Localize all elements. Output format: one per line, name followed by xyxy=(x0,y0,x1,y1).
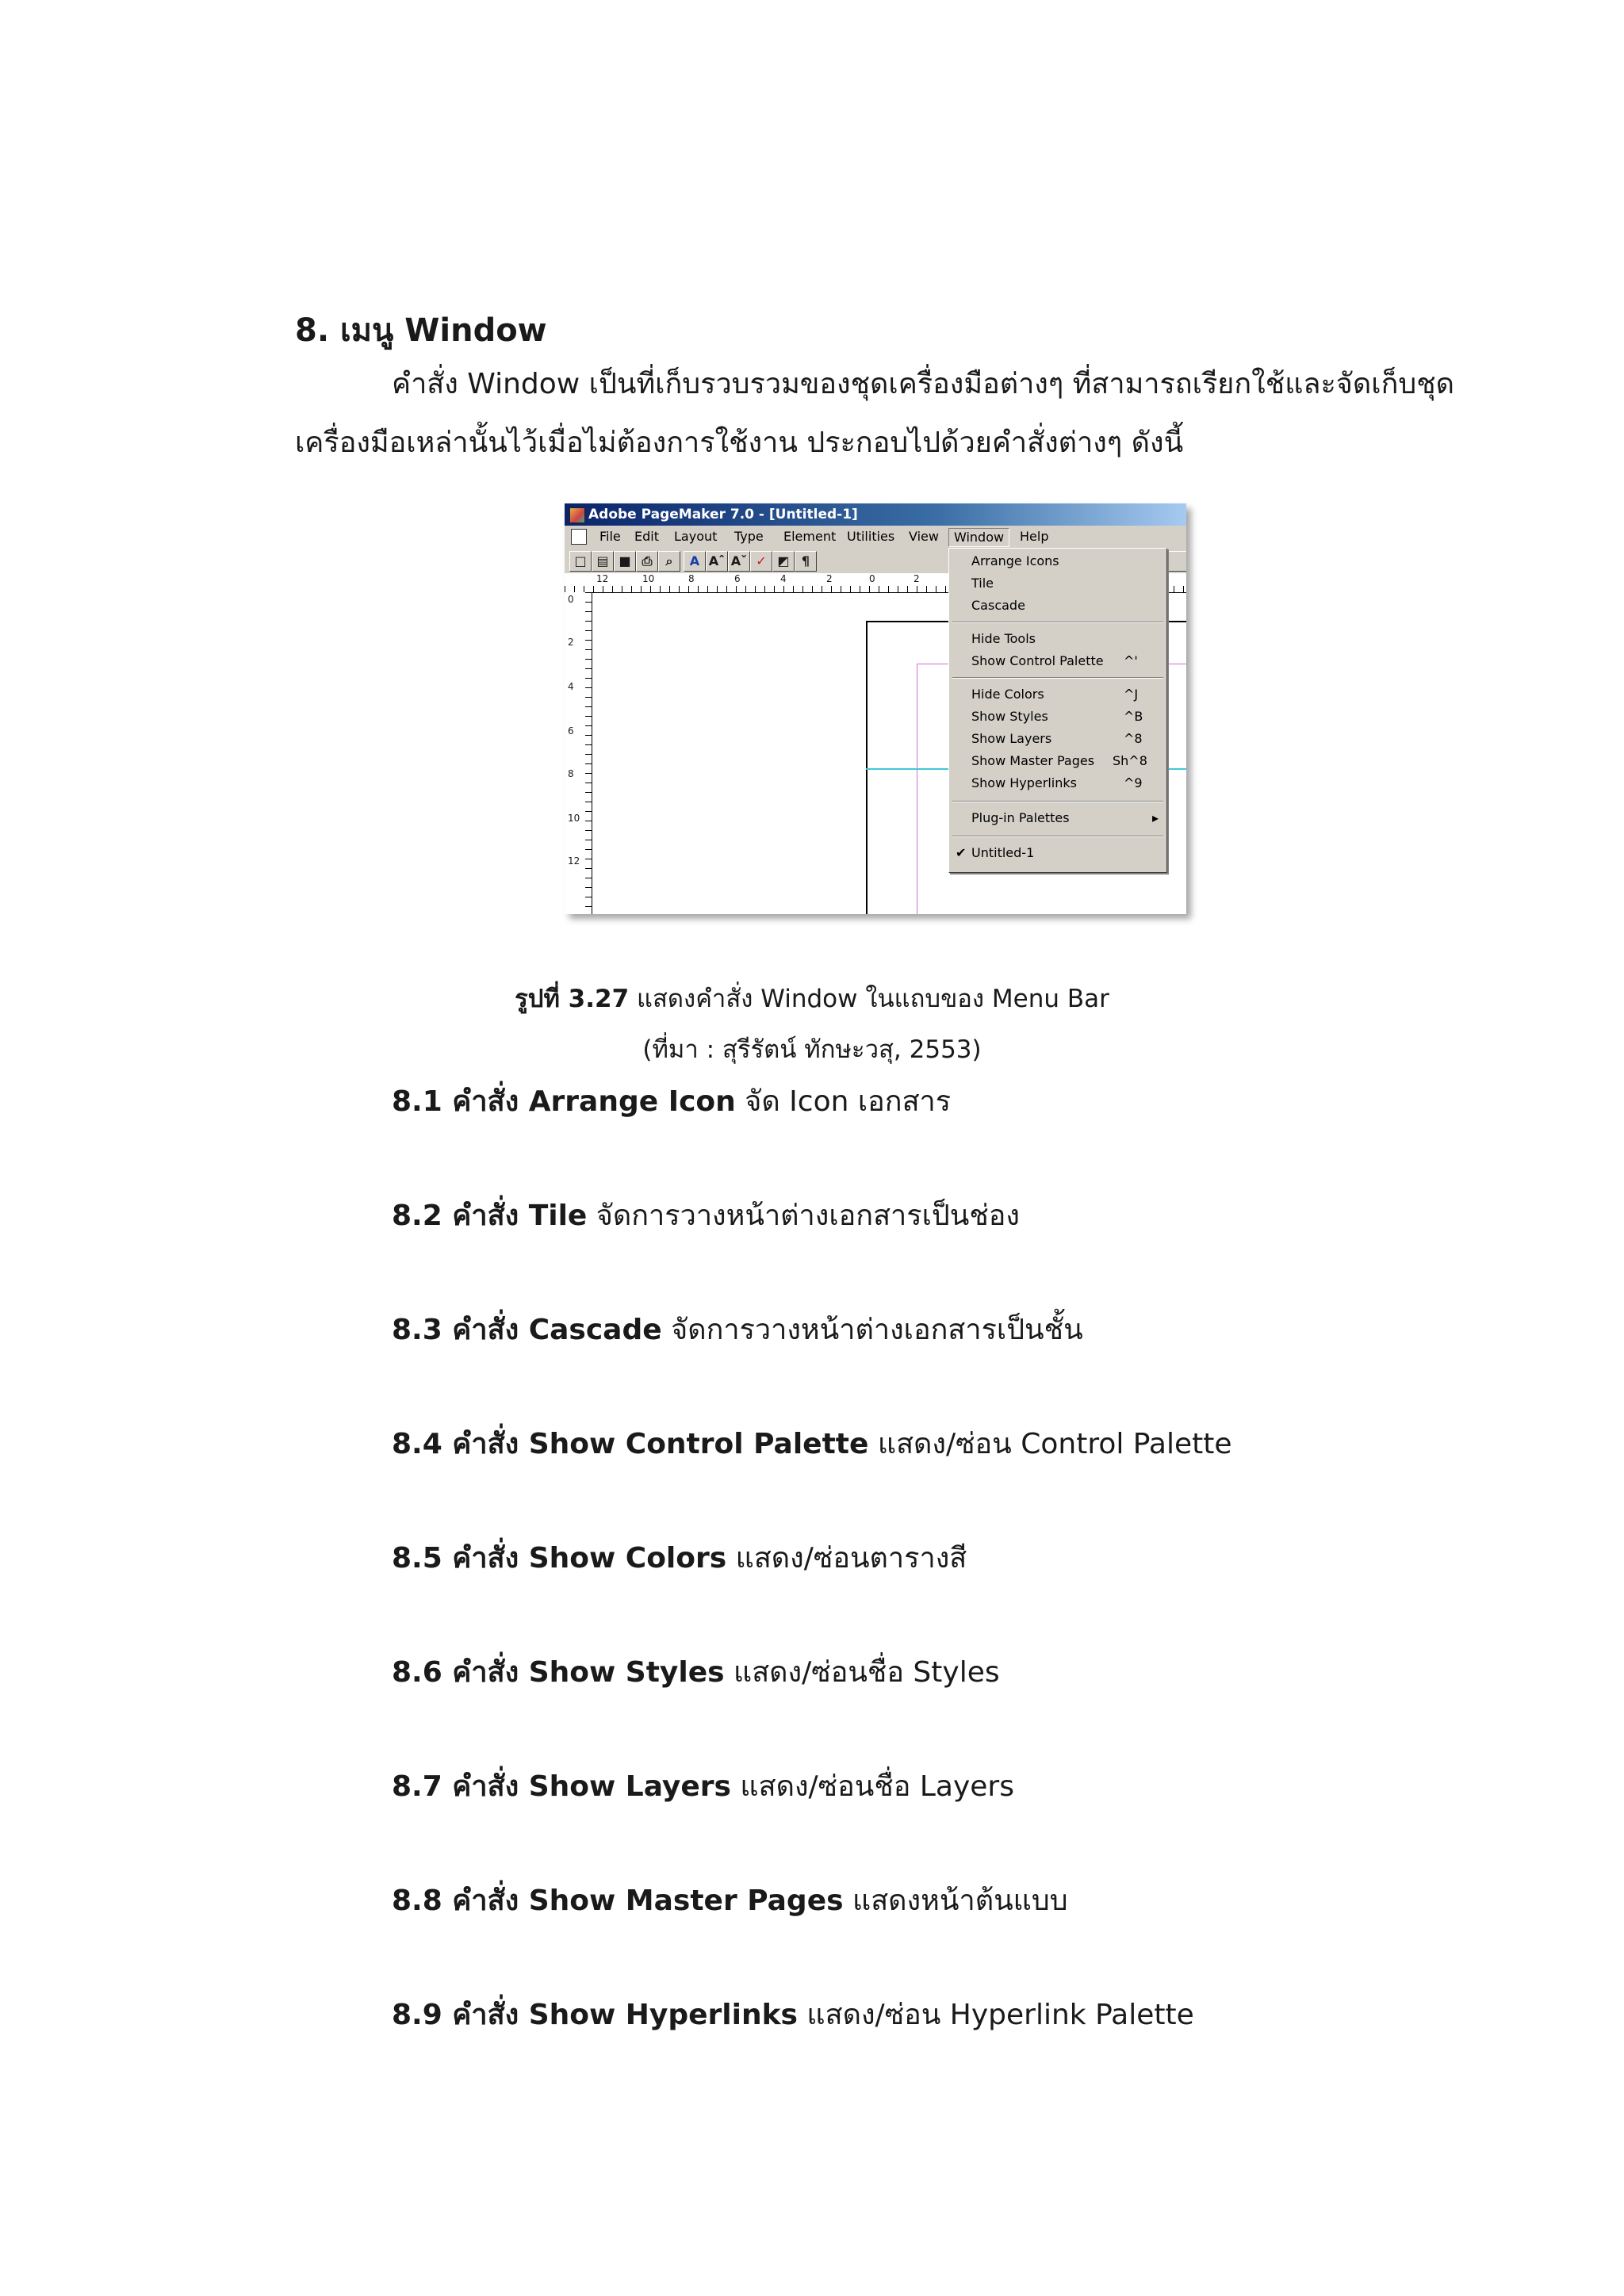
list-item-description: แสดง/ซ่อน Hyperlink Palette xyxy=(797,1999,1194,2031)
list-item-term: 8.2 คำสั่ง Tile xyxy=(392,1200,588,1232)
page-edge xyxy=(866,621,868,914)
menu-item-shortcut: ^B xyxy=(1124,709,1143,724)
ruler-h-label: 0 xyxy=(869,573,875,584)
menu-bar xyxy=(565,526,1186,548)
figure-source: (ที่มา : สุรีรัตน์ ทักษะวสุ, 2553) xyxy=(642,1035,982,1064)
spellcheck-icon[interactable]: ✓ xyxy=(750,551,772,572)
list-item xyxy=(392,1992,1194,2037)
list-item xyxy=(392,1877,1068,1923)
list-item-term: 8.8 คำสั่ง Show Master Pages xyxy=(392,1885,844,1917)
menu-item-hide-colors[interactable] xyxy=(949,683,1166,706)
submenu-arrow-icon: ▸ xyxy=(1152,810,1159,825)
app-icon xyxy=(569,507,585,523)
menu-item-label: Show Layers xyxy=(971,731,1052,746)
menu-item-untitled-1[interactable] xyxy=(949,842,1166,864)
list-item-term: 8.9 คำสั่ง Show Hyperlinks xyxy=(392,1999,798,2031)
list-item-description: แสดงหน้าต้นแบบ xyxy=(843,1885,1068,1917)
ruler-h-label: 2 xyxy=(914,573,920,584)
menu-item-label: Show Control Palette xyxy=(971,653,1104,668)
list-item-description: แสดง/ซ่อน Control Palette xyxy=(868,1428,1232,1460)
save-icon[interactable]: ■ xyxy=(614,551,636,572)
menu-item-label: Cascade xyxy=(971,598,1025,613)
list-item-description: แสดง/ซ่อนชื่อ Styles xyxy=(724,1656,1000,1689)
menu-item-cascade[interactable] xyxy=(949,595,1166,617)
menu-item-plugin-palettes[interactable] xyxy=(949,807,1166,829)
list-item xyxy=(392,1763,1014,1808)
list-item-term: 8.7 คำสั่ง Show Layers xyxy=(392,1770,731,1803)
list-item-term: 8.3 คำสั่ง Cascade xyxy=(392,1314,662,1346)
menu-file[interactable]: File xyxy=(599,529,621,544)
menu-item-shortcut: ^' xyxy=(1124,653,1138,668)
ruler-h-label: 10 xyxy=(642,573,655,584)
menu-item-show-styles[interactable] xyxy=(949,706,1166,728)
ruler-v-label: 12 xyxy=(568,855,580,867)
menu-item-tile[interactable] xyxy=(949,572,1166,595)
window-title: Adobe PageMaker 7.0 - [Untitled-1] xyxy=(588,507,858,522)
menu-item-label: Plug-in Palettes xyxy=(971,810,1070,825)
menu-type[interactable]: Type xyxy=(734,529,764,544)
ruler-h-label: 2 xyxy=(826,573,833,584)
list-item-description: จัดการวางหน้าต่างเอกสารเป็นชั้น xyxy=(661,1314,1083,1346)
ruler-h-label: 12 xyxy=(596,573,609,584)
menu-layout[interactable]: Layout xyxy=(674,529,718,544)
menu-separator xyxy=(952,801,1163,802)
font-size-up-icon[interactable]: Aˆ xyxy=(706,551,728,572)
menu-item-shortcut: ^8 xyxy=(1124,731,1143,746)
menu-item-label: Arrange Icons xyxy=(971,553,1059,568)
checkmark-icon: ✔ xyxy=(956,845,967,860)
menu-item-label: Hide Tools xyxy=(971,631,1036,646)
menu-item-label: Hide Colors xyxy=(971,687,1044,702)
pagemaker-screenshot xyxy=(565,503,1186,914)
paragraph-icon[interactable]: ¶ xyxy=(795,551,817,572)
menu-item-show-layers[interactable] xyxy=(949,728,1166,750)
figure-caption-text: แสดงคำสั่ง Window ในแถบของ Menu Bar xyxy=(629,985,1109,1013)
ruler-h-label: 6 xyxy=(734,573,741,584)
menu-view[interactable]: View xyxy=(909,529,939,544)
ruler-v-label: 6 xyxy=(568,725,574,737)
font-icon[interactable]: A xyxy=(684,551,706,572)
menu-help[interactable]: Help xyxy=(1020,529,1049,544)
list-item-description: จัดการวางหน้าต่างเอกสารเป็นช่อง xyxy=(587,1200,1020,1232)
fill-icon[interactable]: ◩ xyxy=(772,551,795,572)
menu-separator xyxy=(952,836,1163,837)
vertical-ruler xyxy=(565,592,592,914)
menu-item-shortcut: ^J xyxy=(1124,687,1139,702)
menu-item-shortcut: Sh^8 xyxy=(1113,753,1147,768)
intro-line-2: เครื่องมือเหล่านั้นไว้เมื่อไม่ต้องการใช้งาน ประกอบไปด้วยคำสั่งต่างๆ ดังนี้ xyxy=(295,427,1184,459)
list-item-description: แสดง/ซ่อนตารางสี xyxy=(726,1542,967,1575)
menu-window[interactable]: Window xyxy=(948,528,1009,547)
ruler-v-label: 2 xyxy=(568,637,574,648)
list-item xyxy=(392,1078,951,1123)
figure-label: รูปที่ 3.27 xyxy=(515,985,630,1013)
menu-item-label: Show Styles xyxy=(971,709,1048,724)
list-item-term: 8.5 คำสั่ง Show Colors xyxy=(392,1542,727,1575)
menu-separator xyxy=(952,622,1163,623)
ruler-v-label: 8 xyxy=(568,768,574,779)
ruler-h-label: 4 xyxy=(780,573,787,584)
window-menu-dropdown xyxy=(948,548,1167,873)
menu-item-label: Tile xyxy=(971,576,994,591)
menu-separator xyxy=(952,677,1163,679)
menu-item-label: Show Hyperlinks xyxy=(971,775,1077,790)
ruler-v-label: 0 xyxy=(568,594,574,605)
print-icon[interactable]: ⎙ xyxy=(636,551,658,572)
figure-caption xyxy=(0,978,1624,1018)
menu-edit[interactable]: Edit xyxy=(634,529,659,544)
menu-item-label: Untitled-1 xyxy=(971,845,1035,860)
list-item-term: 8.6 คำสั่ง Show Styles xyxy=(392,1656,725,1689)
menu-item-shortcut: ^9 xyxy=(1124,775,1143,790)
menu-item-show-control-palette[interactable] xyxy=(949,650,1166,672)
list-item-description: แสดง/ซ่อนชื่อ Layers xyxy=(730,1770,1014,1803)
intro-line-1: คำสั่ง Window เป็นที่เก็บรวบรวมของชุดเครื่องมือต่างๆ ที่สามารถเรียกใช้และจัดเก็บชุด xyxy=(392,368,1455,400)
list-item-description: จัด Icon เอกสาร xyxy=(735,1085,952,1118)
section-heading: 8. เมนู Window xyxy=(295,312,547,349)
window-titlebar xyxy=(565,503,1186,526)
menu-element[interactable]: Element xyxy=(783,529,837,544)
toolbar-end-icon[interactable] xyxy=(1167,551,1186,572)
menu-item-arrange-icons[interactable] xyxy=(949,550,1166,572)
font-size-down-icon[interactable]: Aˇ xyxy=(728,551,750,572)
ruler-v-label: 4 xyxy=(568,681,574,692)
list-item xyxy=(392,1307,1083,1352)
new-icon[interactable]: □ xyxy=(569,551,592,572)
list-item xyxy=(392,1192,1020,1238)
ruler-h-label: 8 xyxy=(688,573,695,584)
menu-utilities[interactable]: Utilities xyxy=(847,529,895,544)
menu-item-label: Show Master Pages xyxy=(971,753,1095,768)
menu-item-hide-tools[interactable] xyxy=(949,628,1166,650)
list-item xyxy=(392,1535,967,1580)
list-item-term: 8.4 คำสั่ง Show Control Palette xyxy=(392,1428,869,1460)
open-icon[interactable]: ▤ xyxy=(592,551,614,572)
menu-item-show-master-pages[interactable] xyxy=(949,750,1166,772)
document-icon xyxy=(571,529,587,545)
menu-item-show-hyperlinks[interactable] xyxy=(949,772,1166,794)
list-item-term: 8.1 คำสั่ง Arrange Icon xyxy=(392,1085,736,1118)
find-icon[interactable]: ⌕ xyxy=(658,551,680,572)
list-item xyxy=(392,1421,1232,1466)
list-item xyxy=(392,1649,1000,1694)
ruler-v-label: 10 xyxy=(568,813,580,824)
